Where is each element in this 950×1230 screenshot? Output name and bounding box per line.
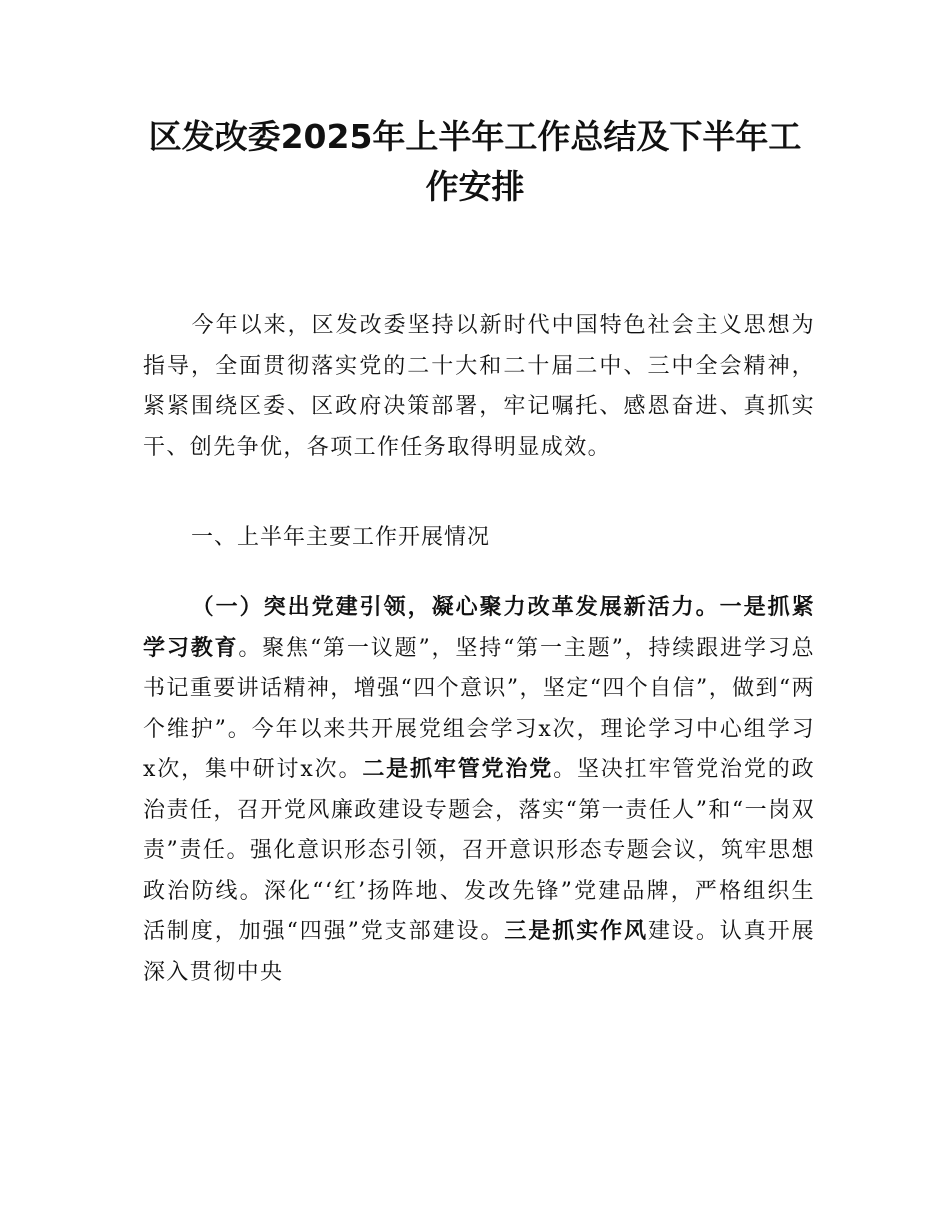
lead-phrase-3: 三是抓实作风 [504, 919, 648, 944]
document-title [120, 112, 830, 212]
paragraph-text-3: 建设。认真开展深入贯彻中央 [143, 919, 815, 985]
intro-paragraph [143, 306, 815, 468]
title-line-2: 作安排 [425, 167, 525, 206]
section1-paragraph-1 [143, 588, 815, 993]
section-heading-1: 一、上半年主要工作开展情况 [191, 525, 491, 550]
paragraph-text-1: 。聚焦“第一议题”，坚持“第一主题”，持续跟进学习总书记重要讲话精神，增强“四个意识”，坚定“四个自信”，做到“两个维护”。今年以来共开展党组会学习x次，理论学习中心组学习x次，集中研讨x次。 [143, 635, 816, 782]
lead-phrase-2: 二是抓牢管党治党 [362, 757, 554, 782]
intro-text: 今年以来，区发改委坚持以新时代中国特色社会主义思想为指导，全面贯彻落实党的二十大和二十届二中、三中全会精神，紧紧围绕区委、区政府决策部署，牢记嘱托、感恩奋进、真抓实干、创先争优，各项工作任务取得明显成效。 [143, 313, 815, 460]
lead-phrase-1: 一是抓紧学习教育 [143, 595, 815, 661]
title-line-1: 区发改委2025年上半年工作总结及下半年工 [148, 117, 802, 156]
paragraph-text-2: 。坚决扛牢管党治党的政治责任，召开党风廉政建设专题会，落实“第一责任人”和“一岗双责”责任。强化意识形态引领，召开意识形态专题会议，筑牢思想政治防线。深化“‘红’扬阵地、发改先锋”党建品牌，严格组织生活制度，加强“四强”党支部建设。 [143, 757, 815, 944]
sub-heading-1: （一）突出党建引领，凝心聚力改革发展新活力。 [191, 595, 720, 620]
